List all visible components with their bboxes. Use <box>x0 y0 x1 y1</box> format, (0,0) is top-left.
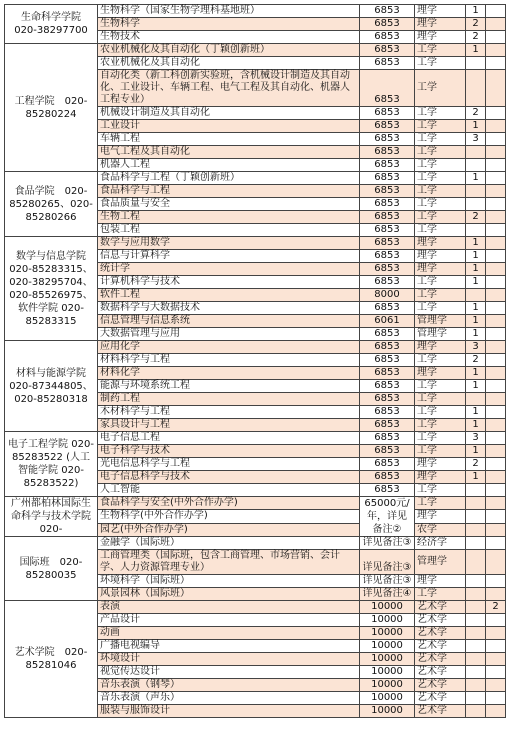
count-cell-2 <box>486 692 506 705</box>
count-cell-2 <box>486 159 506 172</box>
category-cell: 工学 <box>415 133 466 146</box>
count-cell-2 <box>486 211 506 224</box>
category-cell: 工学 <box>415 380 466 393</box>
count-cell: 2 <box>466 211 486 224</box>
major-cell: 音乐表演（钢琴） <box>98 679 360 692</box>
category-cell: 工学 <box>415 276 466 289</box>
table-row <box>5 44 506 57</box>
category-cell: 艺术学 <box>415 666 466 679</box>
count-cell: 2 <box>466 18 486 31</box>
count-cell <box>466 705 486 718</box>
count-cell: 1 <box>466 302 486 315</box>
fee-cell: 6853 <box>360 224 415 237</box>
fee-cell: 6853 <box>360 302 415 315</box>
count-cell-2 <box>486 237 506 250</box>
major-cell: 木材科学与工程 <box>98 406 360 419</box>
major-cell: 服装与服饰设计 <box>98 705 360 718</box>
category-cell: 工学 <box>415 419 466 432</box>
fee-cell: 6853 <box>360 406 415 419</box>
fee-cell: 详见备注③ <box>360 575 415 588</box>
count-cell: 2 <box>466 458 486 471</box>
category-cell: 工学 <box>415 445 466 458</box>
category-cell: 工学 <box>415 406 466 419</box>
category-cell: 管理学 <box>415 550 466 575</box>
count-cell <box>466 159 486 172</box>
category-cell: 工学 <box>415 354 466 367</box>
major-cell: 动画 <box>98 627 360 640</box>
category-cell: 理学 <box>415 341 466 354</box>
fee-cell: 10000 <box>360 627 415 640</box>
fee-cell: 6853 <box>360 120 415 133</box>
category-cell: 艺术学 <box>415 653 466 666</box>
count-cell: 1 <box>466 276 486 289</box>
count-cell <box>466 666 486 679</box>
count-cell <box>466 289 486 302</box>
major-cell: 广播电视编导 <box>98 640 360 653</box>
category-cell: 工学 <box>415 588 466 601</box>
count-cell: 3 <box>466 432 486 445</box>
major-cell: 材料化学 <box>98 367 360 380</box>
category-cell: 理学 <box>415 510 466 523</box>
count-cell <box>466 57 486 70</box>
count-cell-2 <box>486 133 506 146</box>
count-cell: 1 <box>466 406 486 419</box>
category-cell: 艺术学 <box>415 692 466 705</box>
category-cell: 工学 <box>415 432 466 445</box>
major-cell: 生物科学 <box>98 18 360 31</box>
major-cell: 产品设计 <box>98 614 360 627</box>
fee-cell: 6853 <box>360 367 415 380</box>
category-cell: 工学 <box>415 159 466 172</box>
major-cell: 食品科学与工程 <box>98 185 360 198</box>
category-cell: 工学 <box>415 497 466 510</box>
count-cell-2 <box>486 432 506 445</box>
category-cell: 工学 <box>415 107 466 120</box>
count-cell-2: 2 <box>486 601 506 614</box>
count-cell: 1 <box>466 367 486 380</box>
fee-cell: 6853 <box>360 159 415 172</box>
count-cell-2 <box>486 5 506 18</box>
count-cell <box>466 692 486 705</box>
major-cell: 机械设计制造及其自动化 <box>98 107 360 120</box>
fee-cell: 6853 <box>360 172 415 185</box>
category-cell: 理学 <box>415 367 466 380</box>
fee-cell: 6853 <box>360 432 415 445</box>
count-cell-2 <box>486 627 506 640</box>
major-cell: 生物科学（国家生物学理科基地班） <box>98 5 360 18</box>
count-cell <box>466 198 486 211</box>
count-cell-2 <box>486 537 506 550</box>
category-cell: 工学 <box>415 198 466 211</box>
count-cell <box>466 575 486 588</box>
count-cell-2 <box>486 614 506 627</box>
major-cell: 计算机科学与技术 <box>98 276 360 289</box>
college-cell: 广州都柏林国际生命科学与技术学院 020- <box>5 497 98 537</box>
fee-cell: 6853 <box>360 57 415 70</box>
major-cell: 能源与环境系统工程 <box>98 380 360 393</box>
major-cell: 园艺(中外合作办学) <box>98 523 360 536</box>
table-body <box>5 5 506 718</box>
fee-cell: 6853 <box>360 484 415 497</box>
fee-cell: 详见备注④ <box>360 588 415 601</box>
count-cell: 1 <box>466 237 486 250</box>
count-cell <box>466 601 486 614</box>
college-cell: 艺术学院 020-85281046 <box>5 601 98 718</box>
major-cell: 环境科学（国际班） <box>98 575 360 588</box>
category-cell: 工学 <box>415 302 466 315</box>
fee-cell: 6853 <box>360 419 415 432</box>
count-cell <box>466 510 486 523</box>
fee-cell: 6853 <box>360 276 415 289</box>
college-cell: 工程学院 020-85280224 <box>5 44 98 172</box>
count-cell-2 <box>486 44 506 57</box>
count-cell-2 <box>486 57 506 70</box>
major-cell: 数学与应用数学 <box>98 237 360 250</box>
count-cell-2 <box>486 367 506 380</box>
count-cell-2 <box>486 276 506 289</box>
fee-cell: 6853 <box>360 354 415 367</box>
major-cell: 工商管理类（国际班，包含工商管理、市场营销、会计学、人力资源管理专业） <box>98 550 360 575</box>
count-cell <box>466 497 486 510</box>
major-cell: 农业机械化及其自动化（丁颖创新班） <box>98 44 360 57</box>
count-cell-2 <box>486 471 506 484</box>
major-cell: 电子信息科学与技术 <box>98 471 360 484</box>
major-cell: 电子信息工程 <box>98 432 360 445</box>
count-cell-2 <box>486 419 506 432</box>
count-cell: 1 <box>466 172 486 185</box>
major-cell: 食品质量与安全 <box>98 198 360 211</box>
major-cell: 电子科学与技术 <box>98 445 360 458</box>
count-cell-2 <box>486 315 506 328</box>
fee-cell: 6853 <box>360 5 415 18</box>
count-cell-2 <box>486 224 506 237</box>
major-cell: 光电信息科学与工程 <box>98 458 360 471</box>
major-cell: 信息与计算科学 <box>98 250 360 263</box>
count-cell <box>466 224 486 237</box>
count-cell-2 <box>486 120 506 133</box>
count-cell-2 <box>486 640 506 653</box>
college-cell: 食品学院 020-85280265、020-85280266 <box>5 172 98 237</box>
table-row <box>5 497 506 510</box>
fee-cell: 6853 <box>360 185 415 198</box>
count-cell-2 <box>486 302 506 315</box>
table-row <box>5 432 506 445</box>
table-row <box>5 341 506 354</box>
count-cell: 3 <box>466 341 486 354</box>
major-cell: 材料科学与工程 <box>98 354 360 367</box>
college-cell: 电子工程学院 020-85283522 (人工智能学院 020-85283522) <box>5 432 98 497</box>
major-cell: 金融学（国际班） <box>98 537 360 550</box>
count-cell-2 <box>486 445 506 458</box>
count-cell-2 <box>486 354 506 367</box>
category-cell: 工学 <box>415 185 466 198</box>
fee-cell: 6853 <box>360 471 415 484</box>
count-cell <box>466 523 486 536</box>
fee-cell: 6853 <box>360 31 415 44</box>
category-cell: 工学 <box>415 172 466 185</box>
count-cell: 1 <box>466 315 486 328</box>
major-cell: 风景园林（国际班） <box>98 588 360 601</box>
fee-cell: 详见备注③ <box>360 550 415 575</box>
count-cell-2 <box>486 458 506 471</box>
table-row <box>5 172 506 185</box>
fee-cell: 10000 <box>360 653 415 666</box>
major-cell: 人工智能 <box>98 484 360 497</box>
count-cell-2 <box>486 406 506 419</box>
fee-cell: 6853 <box>360 250 415 263</box>
category-cell: 理学 <box>415 237 466 250</box>
fee-cell: 6853 <box>360 458 415 471</box>
category-cell: 工学 <box>415 57 466 70</box>
major-cell: 数据科学与大数据技术 <box>98 302 360 315</box>
major-cell: 视觉传达设计 <box>98 666 360 679</box>
count-cell-2 <box>486 666 506 679</box>
fee-cell: 6853 <box>360 198 415 211</box>
category-cell: 艺术学 <box>415 640 466 653</box>
count-cell: 2 <box>466 354 486 367</box>
fee-cell: 6853 <box>360 445 415 458</box>
count-cell: 1 <box>466 380 486 393</box>
category-cell: 理学 <box>415 471 466 484</box>
major-cell: 统计学 <box>98 263 360 276</box>
category-cell: 工学 <box>415 484 466 497</box>
count-cell-2 <box>486 510 506 523</box>
category-cell: 管理学 <box>415 315 466 328</box>
major-cell: 环境设计 <box>98 653 360 666</box>
major-cell: 制药工程 <box>98 393 360 406</box>
count-cell-2 <box>486 341 506 354</box>
count-cell-2 <box>486 18 506 31</box>
major-cell: 信息管理与信息系统 <box>98 315 360 328</box>
major-cell: 自动化类（新工科创新实验班，含机械设计制造及其自动化、工业设计、车辆工程、电气工程及其自动化、机器人工程专业） <box>98 70 360 107</box>
enrollment-plan-table <box>4 4 506 718</box>
count-cell <box>466 653 486 666</box>
category-cell: 艺术学 <box>415 627 466 640</box>
count-cell: 1 <box>466 471 486 484</box>
category-cell: 工学 <box>415 393 466 406</box>
fee-cell: 6853 <box>360 70 415 107</box>
count-cell-2 <box>486 107 506 120</box>
count-cell <box>466 588 486 601</box>
category-cell: 艺术学 <box>415 601 466 614</box>
major-cell: 应用化学 <box>98 341 360 354</box>
major-cell: 生物科学(中外合作办学) <box>98 510 360 523</box>
college-cell: 数学与信息学院 020-85283315、020-38295704、020-85526975、软件学院 020-85283315 <box>5 237 98 341</box>
fee-cell: 10000 <box>360 679 415 692</box>
fee-cell: 6061 <box>360 315 415 328</box>
count-cell-2 <box>486 679 506 692</box>
count-cell-2 <box>486 588 506 601</box>
category-cell: 艺术学 <box>415 614 466 627</box>
count-cell-2 <box>486 31 506 44</box>
fee-cell: 6853 <box>360 380 415 393</box>
category-cell: 理学 <box>415 31 466 44</box>
major-cell: 大数据管理与应用 <box>98 328 360 341</box>
count-cell-2 <box>486 328 506 341</box>
fee-cell: 10000 <box>360 614 415 627</box>
major-cell: 工业设计 <box>98 120 360 133</box>
count-cell: 1 <box>466 250 486 263</box>
fee-cell: 详见备注③ <box>360 537 415 550</box>
category-cell: 理学 <box>415 5 466 18</box>
major-cell: 生物工程 <box>98 211 360 224</box>
count-cell-2 <box>486 250 506 263</box>
category-cell: 经济学 <box>415 537 466 550</box>
category-cell: 农学 <box>415 523 466 536</box>
category-cell: 艺术学 <box>415 705 466 718</box>
college-cell: 材料与能源学院 020-87344805、020-85280318 <box>5 341 98 432</box>
count-cell <box>466 550 486 575</box>
category-cell: 工学 <box>415 120 466 133</box>
fee-cell: 6853 <box>360 328 415 341</box>
count-cell <box>466 393 486 406</box>
fee-cell: 10000 <box>360 692 415 705</box>
count-cell-2 <box>486 172 506 185</box>
fee-cell: 6853 <box>360 263 415 276</box>
category-cell: 工学 <box>415 70 466 107</box>
fee-cell: 10000 <box>360 640 415 653</box>
count-cell: 1 <box>466 328 486 341</box>
major-cell: 机器人工程 <box>98 159 360 172</box>
table-row <box>5 537 506 550</box>
count-cell: 1 <box>466 263 486 276</box>
count-cell <box>466 537 486 550</box>
count-cell: 2 <box>466 31 486 44</box>
fee-cell: 10000 <box>360 601 415 614</box>
major-cell: 家具设计与工程 <box>98 419 360 432</box>
count-cell-2 <box>486 289 506 302</box>
fee-cell: 6853 <box>360 393 415 406</box>
fee-cell: 6853 <box>360 146 415 159</box>
category-cell: 管理学 <box>415 328 466 341</box>
count-cell-2 <box>486 198 506 211</box>
table-row <box>5 5 506 18</box>
fee-cell: 10000 <box>360 705 415 718</box>
category-cell: 工学 <box>415 211 466 224</box>
count-cell <box>466 185 486 198</box>
category-cell: 理学 <box>415 250 466 263</box>
count-cell-2 <box>486 575 506 588</box>
count-cell-2 <box>486 653 506 666</box>
count-cell-2 <box>486 523 506 536</box>
fee-cell: 6853 <box>360 107 415 120</box>
fee-cell: 10000 <box>360 666 415 679</box>
count-cell: 1 <box>466 419 486 432</box>
fee-cell: 6853 <box>360 237 415 250</box>
count-cell: 1 <box>466 44 486 57</box>
major-cell: 包装工程 <box>98 224 360 237</box>
count-cell <box>466 146 486 159</box>
category-cell: 理学 <box>415 575 466 588</box>
major-cell: 农业机械化及其自动化 <box>98 57 360 70</box>
category-cell: 理学 <box>415 18 466 31</box>
count-cell <box>466 640 486 653</box>
category-cell: 工学 <box>415 146 466 159</box>
count-cell-2 <box>486 705 506 718</box>
count-cell <box>466 70 486 107</box>
major-cell: 食品科学与安全(中外合作办学) <box>98 497 360 510</box>
count-cell-2 <box>486 263 506 276</box>
count-cell <box>466 614 486 627</box>
category-cell: 工学 <box>415 224 466 237</box>
count-cell: 3 <box>466 133 486 146</box>
major-cell: 电气工程及其自动化 <box>98 146 360 159</box>
count-cell: 1 <box>466 120 486 133</box>
fee-cell: 6853 <box>360 341 415 354</box>
fee-cell: 65000元/年，详见备注② <box>360 497 415 537</box>
fee-cell: 6853 <box>360 18 415 31</box>
fee-cell: 8000 <box>360 289 415 302</box>
table-row <box>5 601 506 614</box>
table-row <box>5 237 506 250</box>
major-cell: 生物技术 <box>98 31 360 44</box>
count-cell-2 <box>486 550 506 575</box>
major-cell: 食品科学与工程（丁颖创新班） <box>98 172 360 185</box>
major-cell: 软件工程 <box>98 289 360 302</box>
count-cell-2 <box>486 185 506 198</box>
category-cell: 理学 <box>415 458 466 471</box>
category-cell: 理学 <box>415 263 466 276</box>
count-cell-2 <box>486 484 506 497</box>
count-cell: 1 <box>466 5 486 18</box>
count-cell-2 <box>486 380 506 393</box>
major-cell: 表演 <box>98 601 360 614</box>
college-cell: 国际班 020-85280035 <box>5 537 98 601</box>
count-cell-2 <box>486 70 506 107</box>
fee-cell: 6853 <box>360 44 415 57</box>
category-cell: 艺术学 <box>415 679 466 692</box>
major-cell: 音乐表演（声乐） <box>98 692 360 705</box>
count-cell <box>466 484 486 497</box>
count-cell <box>466 627 486 640</box>
major-cell: 车辆工程 <box>98 133 360 146</box>
count-cell: 2 <box>466 107 486 120</box>
count-cell-2 <box>486 497 506 510</box>
count-cell: 1 <box>466 445 486 458</box>
fee-cell: 6853 <box>360 211 415 224</box>
college-cell: 生命科学学院 020-38297700 <box>5 5 98 44</box>
count-cell-2 <box>486 393 506 406</box>
count-cell-2 <box>486 146 506 159</box>
fee-cell: 6853 <box>360 133 415 146</box>
category-cell: 工学 <box>415 289 466 302</box>
count-cell <box>466 679 486 692</box>
category-cell: 工学 <box>415 44 466 57</box>
